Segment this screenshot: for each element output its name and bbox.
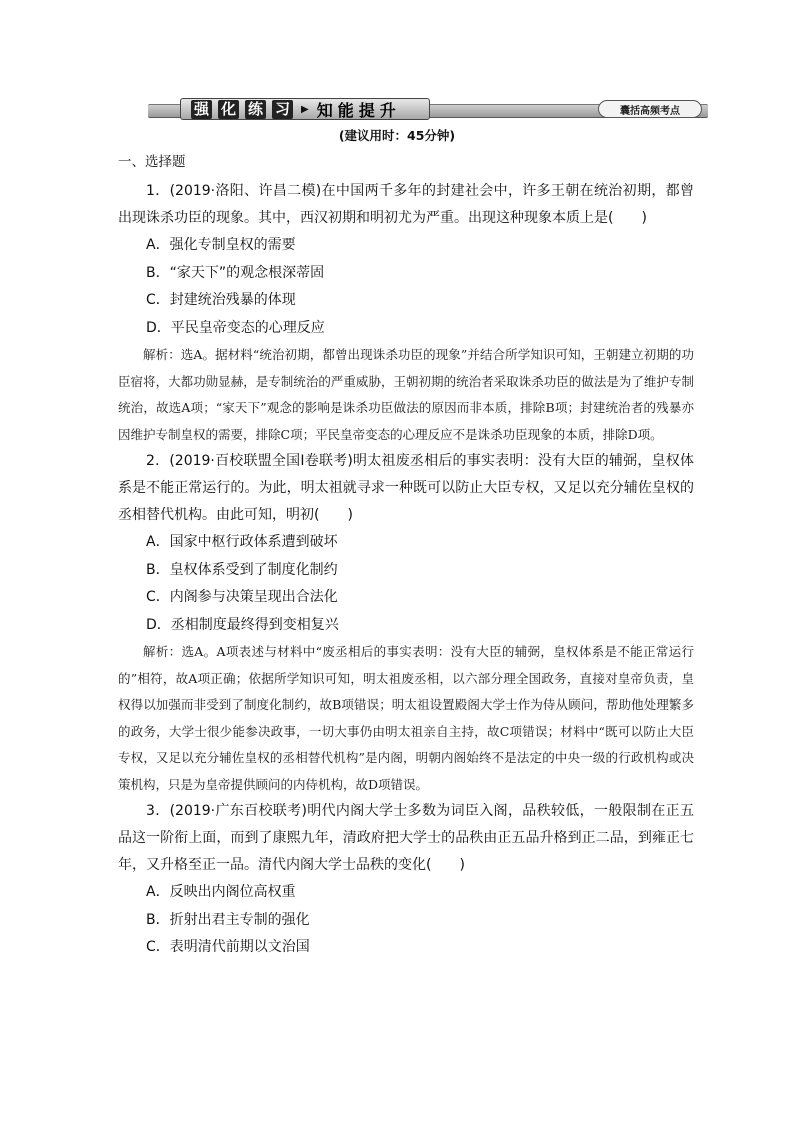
option-item: C．表明清代前期以文治国 bbox=[146, 939, 310, 955]
option-list bbox=[118, 529, 694, 639]
option-item: C．内阁参与决策呈现出合法化 bbox=[146, 589, 338, 605]
banner-title-char: 习 bbox=[272, 100, 293, 119]
option-item: D．平民皇帝变态的心理反应 bbox=[146, 319, 325, 336]
content-area bbox=[118, 150, 694, 962]
banner-title-char: 化 bbox=[218, 100, 239, 119]
option-item: B．“家天下”的观念根深蒂固 bbox=[146, 264, 325, 281]
analysis-text: 解析：选A。据材料“统治初期，都曾出现诛杀功臣的现象”并结合所学知识可知，王朝建立初期的功臣宿将，大都功勋显赫，是专制统治的严重威胁，王朝初期的统治者采取诛杀功臣的做法是为了维护专制统治，故选A项；“家天下”观念的影响是诛杀功臣做法的原因而非本质，排除B项；封建统治者的残暴亦因维护专制皇权的需要，排除C项；平民皇帝变态的心理反应不是诛杀功臣现象的本质，排除D项。 bbox=[118, 347, 694, 442]
option-list bbox=[118, 879, 694, 962]
option-item: A．国家中枢行政体系遭到破坏 bbox=[146, 534, 338, 550]
option-item: A．强化专制皇权的需要 bbox=[146, 237, 296, 253]
triangle-right-icon: ▶ bbox=[301, 103, 309, 115]
question-stem: 3．(2019·广东百校联考)明代内阁大学士多数为词臣入阁，品秩较低，一般限制在正五品这一阶衔上面，而到了康熙九年，清政府把大学士的品秩由正五品升格到正二品，到雍正七年，又升格至正一品。清代内阁大学士品秩的变化( ) bbox=[118, 803, 694, 873]
section-banner bbox=[148, 98, 708, 120]
section-title: 一、选择题 bbox=[118, 154, 186, 170]
question-block bbox=[118, 178, 694, 448]
option-list bbox=[118, 232, 694, 342]
question-stem: 1．(2019·洛阳、许昌二模)在中国两千多年的封建社会中，许多王朝在统治初期，都曾出现诛杀功臣的现象。其中，西汉初期和明初尤为严重。出现这种现象本质上是( ) bbox=[118, 183, 694, 226]
question-block bbox=[118, 448, 694, 798]
option-item: A．反映出内阁位高权重 bbox=[146, 884, 296, 900]
option-item: C．封建统治残暴的体现 bbox=[146, 292, 296, 308]
banner-subtitle: 知能提升 bbox=[316, 100, 401, 120]
banner-title-char: 强 bbox=[191, 100, 212, 119]
analysis-text: 解析：选A。A项表述与材料中“废丞相后的事实表明：没有大臣的辅弼，皇权体系是不能正常运行的”相符，故A项正确；依据所学知识可知，明太祖废丞相，以六部分理全国政务，直接对皇帝负责，皇权得以加强而非受到了制度化制约，故B项错误；明太祖设置殿阁大学士作为侍从顾问，帮助他处理繁多的政务，大学士很少能参决政事，一切大事仍由明太祖亲自主持，故C项错误；材料中“既可以防止大臣专权，又足以充分辅佐皇权的丞相替代机构”是内阁，明朝内阁始终不是法定的中央一级的行政机构或决策机构，只是为皇帝提供顾问的内侍机构，故D项错误。 bbox=[118, 644, 694, 792]
banner-badge: 囊括高频考点 bbox=[598, 100, 702, 118]
option-item: B．折射出君主专制的强化 bbox=[146, 911, 310, 928]
banner-title bbox=[180, 98, 430, 120]
banner-title-char: 练 bbox=[245, 100, 266, 119]
question-stem: 2．(2019·百校联盟全国Ⅰ卷联考)明太祖废丞相后的事实表明：没有大臣的辅弼，皇权体系是不能正常运行的。为此，明太祖就寻求一种既可以防止大臣专权，又足以充分辅佐皇权的丞相替代机构。由此可知，明初( ) bbox=[118, 453, 694, 523]
question-block bbox=[118, 798, 694, 962]
time-note: (建议用时：45分钟) bbox=[338, 128, 456, 143]
option-item: B．皇权体系受到了制度化制约 bbox=[146, 561, 338, 578]
option-item: D．丞相制度最终得到变相复兴 bbox=[146, 616, 339, 633]
